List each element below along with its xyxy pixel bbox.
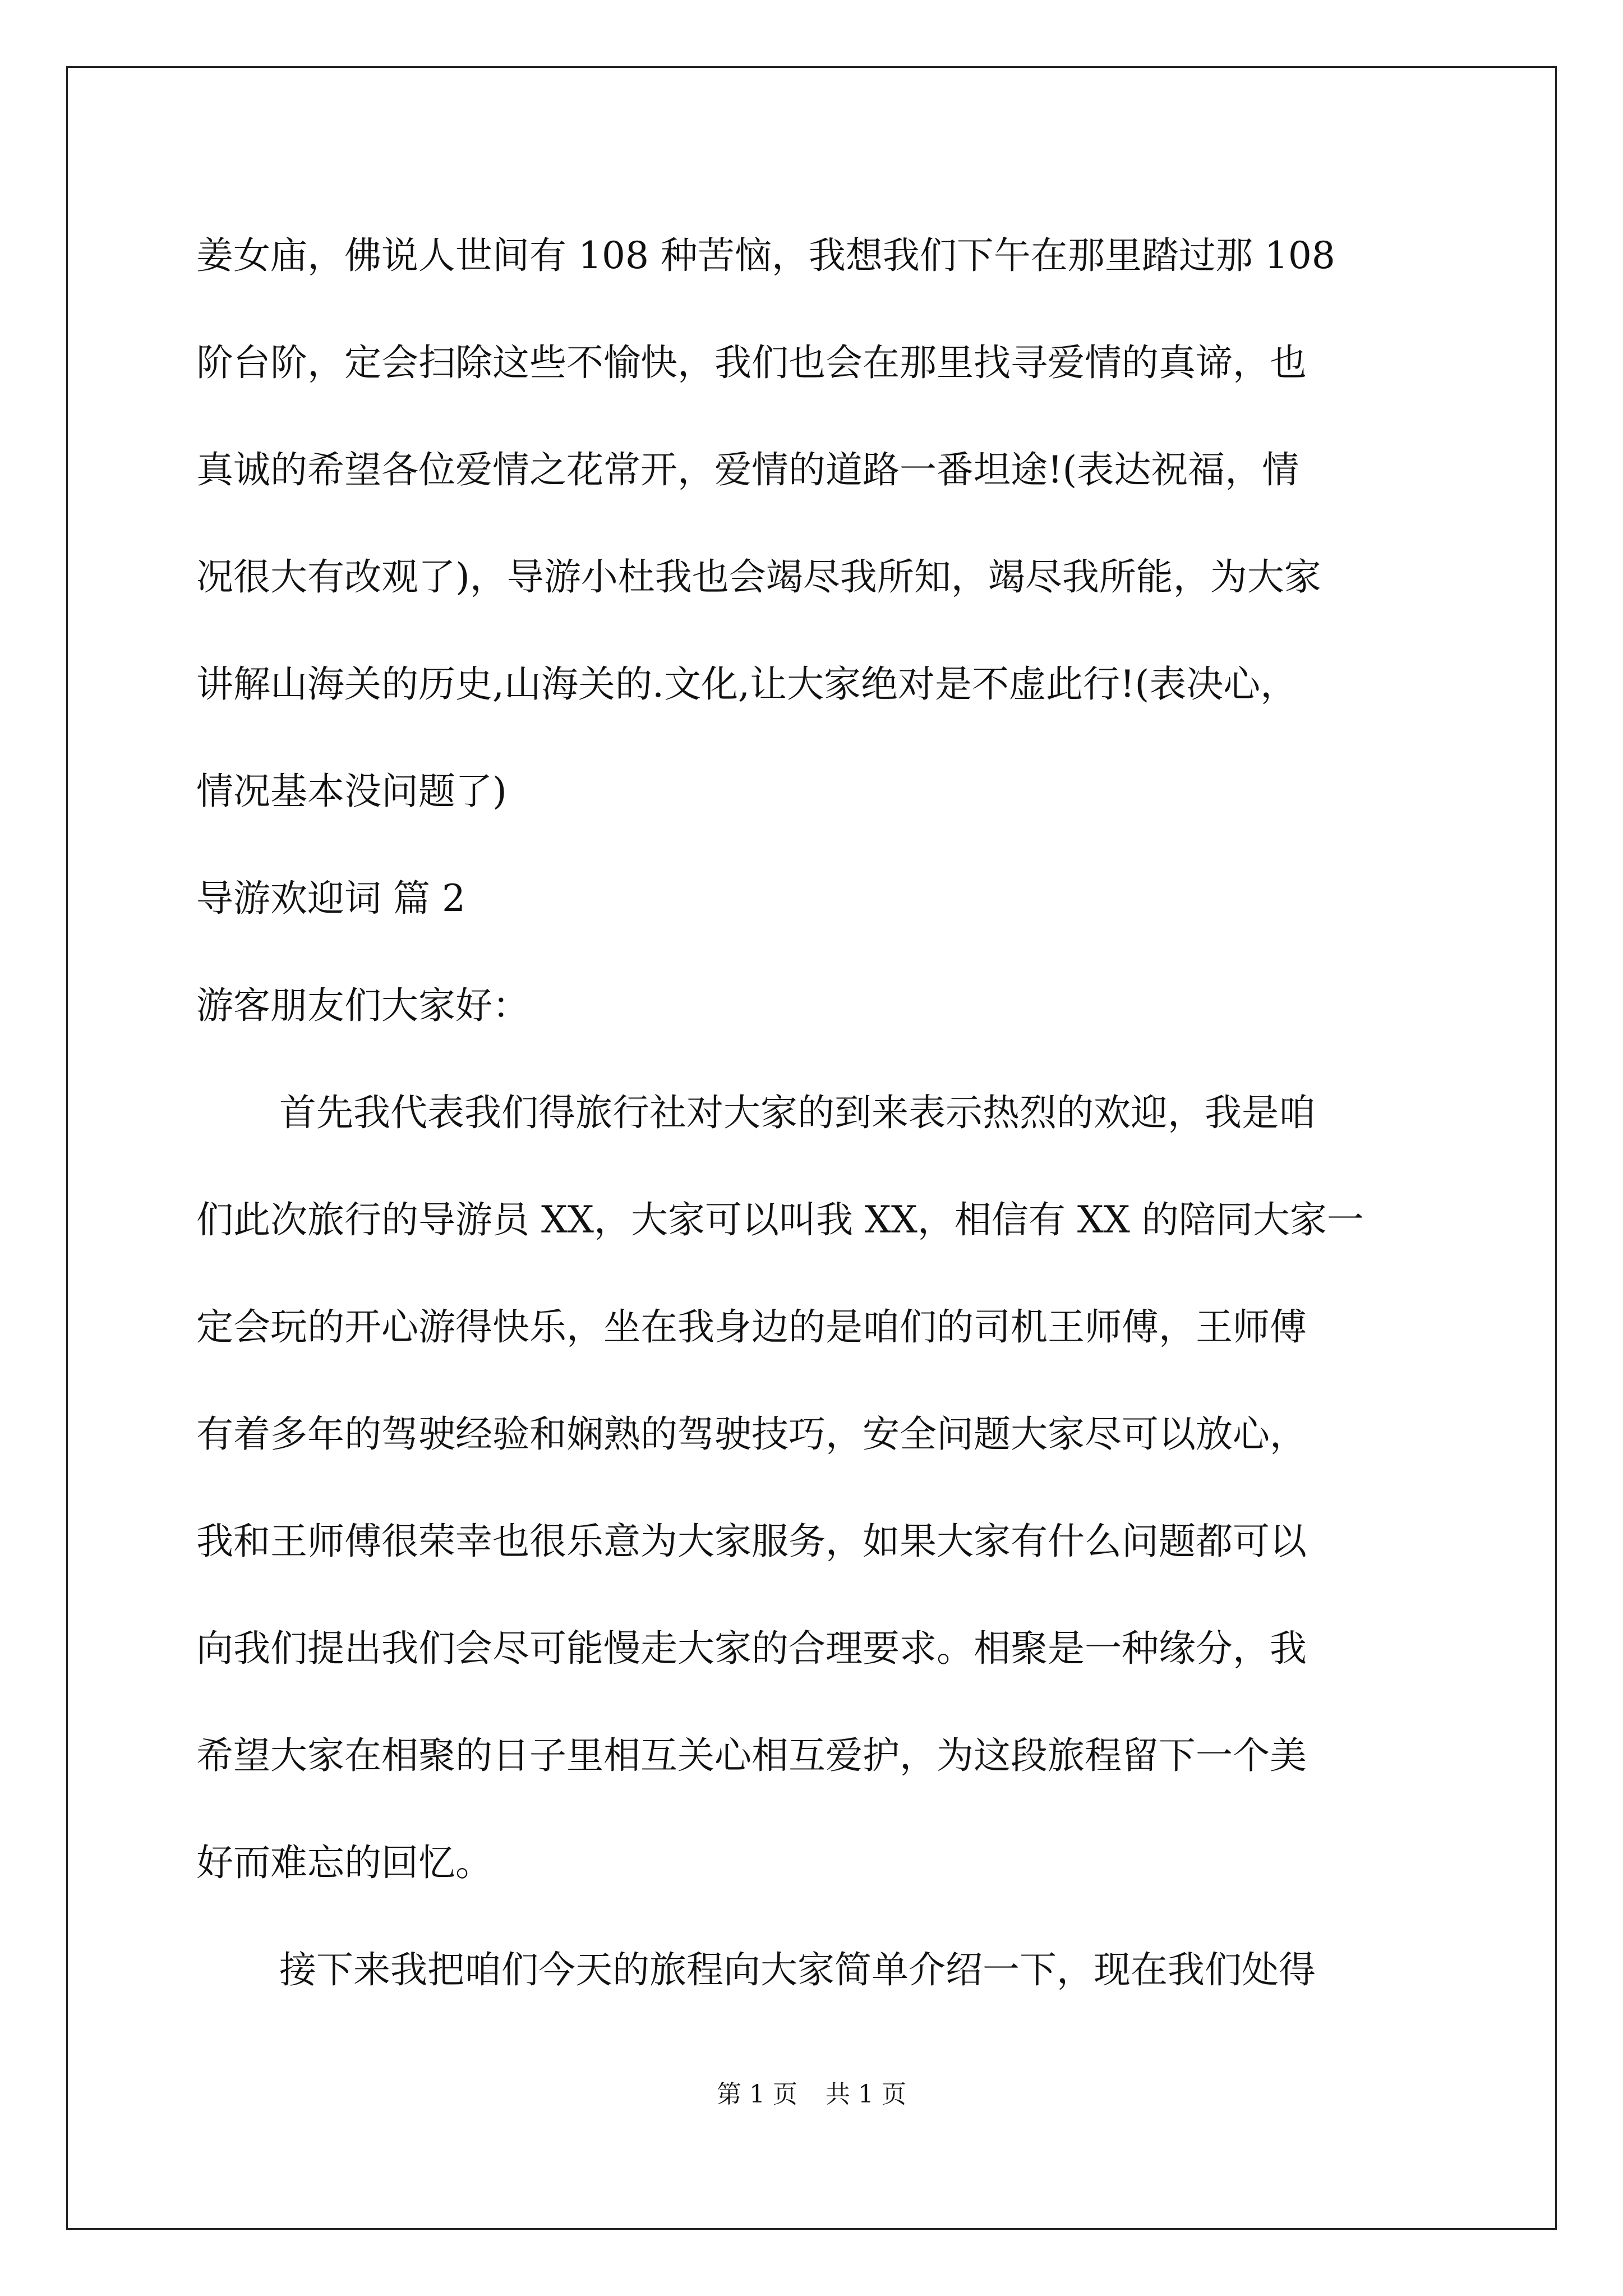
text-line: 好而难忘的回忆。	[196, 1841, 492, 1884]
greeting-line: 游客朋友们大家好：	[196, 984, 529, 1027]
text-line: 讲解山海关的历史,山海关的.文化,让大家绝对是不虚此行!(表决心，	[196, 662, 1298, 706]
paragraph-start-line: 首先我代表我们得旅行社对大家的到来表示热烈的欢迎，我是咱	[279, 1091, 1316, 1134]
page-total: 共 1 页	[826, 2080, 906, 2109]
page-number: 第 1 页	[717, 2080, 797, 2109]
text-line: 况很大有改观了)，导游小杜我也会竭尽我所知，竭尽我所能，为大家	[196, 555, 1321, 599]
text-line: 有着多年的驾驶经验和娴熟的驾驶技巧，安全问题大家尽可以放心，	[196, 1412, 1307, 1456]
text-line: 我和王师傅很荣幸也很乐意为大家服务，如果大家有什么问题都可以	[196, 1520, 1307, 1563]
text-line: 阶台阶，定会扫除这些不愉快，我们也会在那里找寻爱情的真谛，也	[196, 341, 1307, 384]
text-line: 们此次旅行的导游员 XX，大家可以叫我 XX，相信有 XX 的陪同大家一	[196, 1198, 1364, 1241]
text-line: 姜女庙，佛说人世间有 108 种苦恼，我想我们下午在那里踏过那 108	[196, 234, 1335, 277]
section-heading: 导游欢迎词 篇 2	[196, 877, 465, 920]
text-line: 希望大家在相聚的日子里相互关心相互爱护，为这段旅程留下一个美	[196, 1734, 1307, 1777]
document-body	[196, 202, 1430, 2023]
text-line: 真诚的希望各位爱情之花常开，爱情的道路一番坦途!(表达祝福，情	[196, 448, 1299, 491]
text-line: 定会玩的开心游得快乐，坐在我身边的是咱们的司机王师傅，王师傅	[196, 1305, 1307, 1349]
text-line: 向我们提出我们会尽可能慢走大家的合理要求。相聚是一种缘分，我	[196, 1627, 1307, 1670]
text-line: 情况基本没问题了)	[196, 770, 507, 813]
page-footer	[0, 2078, 1623, 2111]
paragraph-start-line: 接下来我把咱们今天的旅程向大家简单介绍一下，现在我们处得	[279, 1948, 1316, 1991]
